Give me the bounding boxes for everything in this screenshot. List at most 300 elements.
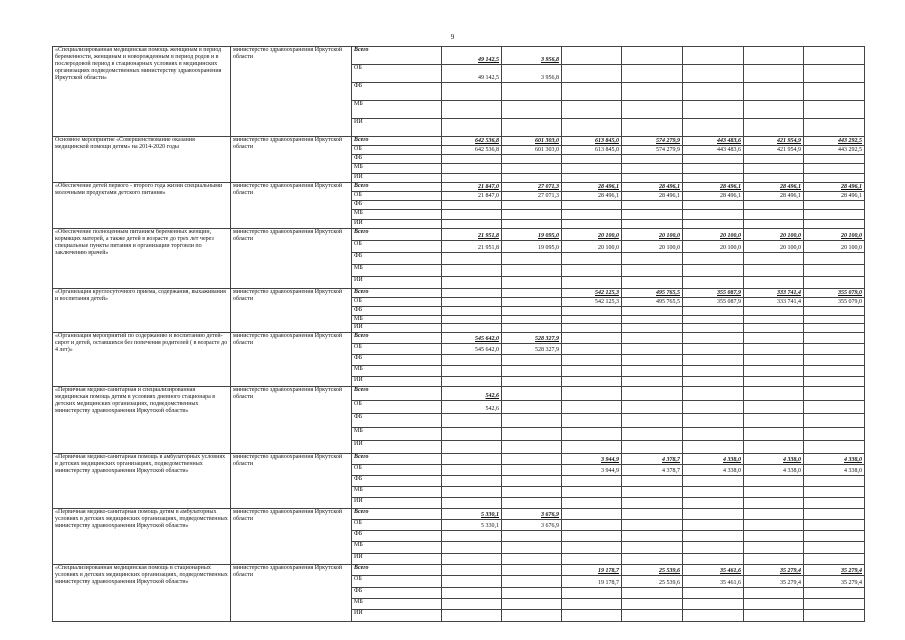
amount-cell [442, 440, 502, 453]
amount-cell [562, 587, 622, 598]
amount-cell: 21 951,8 [442, 240, 502, 252]
amount-cell [502, 118, 562, 136]
executor-name: министерство здравоохранения Иркутской области [231, 454, 352, 508]
amount-cell [744, 519, 804, 530]
amount-cell [683, 155, 744, 164]
amount-cell: 20 100,0 [804, 240, 865, 252]
amount-cell [442, 365, 502, 376]
amount-cell [562, 118, 622, 136]
amount-cell [562, 333, 622, 344]
amount-cell [804, 497, 865, 508]
amount-cell [683, 427, 744, 440]
amount-cell: 35 461,6 [683, 565, 744, 576]
amount-cell [804, 365, 865, 376]
amount-cell [622, 333, 683, 344]
amount-cell [804, 344, 865, 355]
activity-name: «Специализированная медицинская помощь женщинам в период беременности, женщинам и новорожденным в период родов и в послеродовой период в стационарных условиях в медицинских организациях подведомственных министерству здравоохранения Иркутской области» [53, 47, 231, 137]
funding-source: Всего [352, 454, 442, 465]
amount-cell [442, 376, 502, 387]
amount-cell: 28 496,1 [622, 191, 683, 200]
amount-cell [744, 497, 804, 508]
funding-source: ОБ [352, 240, 442, 252]
funding-source: ОБ [352, 400, 442, 413]
amount-cell [622, 277, 683, 289]
amount-cell: 35 279,4 [744, 576, 804, 587]
amount-cell: 545 642,0 [442, 344, 502, 355]
amount-cell [502, 289, 562, 298]
funding-source: ИИ [352, 497, 442, 508]
amount-cell: 545 642,0 [442, 333, 502, 344]
amount-cell [442, 531, 502, 542]
funding-source: ФБ [352, 155, 442, 164]
funding-source: ФБ [352, 476, 442, 487]
amount-cell: 25 539,6 [622, 576, 683, 587]
amount-cell [622, 252, 683, 264]
funding-source: ОБ [352, 519, 442, 530]
amount-cell [683, 376, 744, 387]
amount-cell [562, 497, 622, 508]
amount-cell [804, 354, 865, 365]
amount-cell: 443 292,5 [804, 146, 865, 155]
table-row [53, 228, 865, 240]
amount-cell [622, 354, 683, 365]
amount-cell [502, 486, 562, 497]
amount-cell [502, 553, 562, 564]
amount-cell: 28 496,1 [683, 191, 744, 200]
amount-cell [442, 82, 502, 100]
amount-cell [622, 365, 683, 376]
amount-cell [804, 542, 865, 553]
amount-cell: 574 279,9 [622, 146, 683, 155]
amount-cell [622, 173, 683, 182]
amount-cell [502, 173, 562, 182]
table-row [53, 565, 865, 576]
amount-cell [442, 476, 502, 487]
amount-cell [562, 610, 622, 622]
amount-cell [502, 454, 562, 465]
amount-cell [442, 100, 502, 118]
funding-source: МБ [352, 315, 442, 324]
amount-cell [804, 155, 865, 164]
funding-source: ФБ [352, 306, 442, 315]
amount-cell [502, 315, 562, 324]
amount-cell [622, 519, 683, 530]
amount-cell: 355 079,0 [804, 298, 865, 307]
amount-cell: 613 845,0 [562, 146, 622, 155]
amount-cell [622, 376, 683, 387]
amount-cell: 27 071,3 [502, 191, 562, 200]
amount-cell [622, 486, 683, 497]
funding-source: ИИ [352, 324, 442, 333]
amount-cell [683, 365, 744, 376]
amount-cell: 20 100,0 [683, 240, 744, 252]
executor-name: министерство здравоохранения Иркутской области [231, 565, 352, 622]
amount-cell: 19 178,7 [562, 576, 622, 587]
funding-source: МБ [352, 542, 442, 553]
activity-name: «Первичная медико-санитарная помощь в амбулаторных условиях в детских медицинских организациях, подведомственных министерству здравоохранения Иркутской области» [53, 454, 231, 508]
activity-name: «Обеспечение детей первого - второго года жизни специальными молочными продуктами детского питания» [53, 182, 231, 228]
amount-cell [442, 576, 502, 587]
funding-source: ИИ [352, 553, 442, 564]
amount-cell [744, 324, 804, 333]
amount-cell: 542 125,3 [562, 289, 622, 298]
amount-cell [622, 553, 683, 564]
amount-cell [622, 265, 683, 277]
amount-cell [744, 414, 804, 427]
amount-cell: 542 125,3 [562, 298, 622, 307]
amount-cell [442, 289, 502, 298]
amount-cell: 3 944,9 [562, 465, 622, 476]
amount-cell [744, 64, 804, 82]
amount-cell [683, 265, 744, 277]
amount-cell [804, 400, 865, 413]
amount-cell [442, 465, 502, 476]
amount-cell [804, 306, 865, 315]
amount-cell [683, 508, 744, 519]
amount-cell [744, 376, 804, 387]
amount-cell [622, 508, 683, 519]
amount-cell [683, 440, 744, 453]
amount-cell: 3 956,8 [502, 47, 562, 65]
amount-cell [442, 598, 502, 609]
amount-cell: 21 847,0 [442, 182, 502, 191]
amount-cell [562, 277, 622, 289]
amount-cell: 542,6 [442, 387, 502, 400]
amount-cell [744, 610, 804, 622]
executor-name: министерство здравоохранения Иркутской области [231, 333, 352, 387]
amount-cell [622, 427, 683, 440]
amount-cell [683, 387, 744, 400]
amount-cell [622, 387, 683, 400]
amount-cell [744, 265, 804, 277]
amount-cell: 20 100,0 [744, 228, 804, 240]
funding-source: МБ [352, 486, 442, 497]
amount-cell [442, 454, 502, 465]
amount-cell [502, 476, 562, 487]
amount-cell [442, 277, 502, 289]
amount-cell [562, 354, 622, 365]
amount-cell: 421 954,9 [744, 146, 804, 155]
amount-cell [562, 486, 622, 497]
amount-cell [622, 610, 683, 622]
amount-cell [502, 277, 562, 289]
amount-cell [744, 164, 804, 173]
funding-source: МБ [352, 365, 442, 376]
amount-cell: 3 956,8 [502, 64, 562, 82]
activity-name: «Организация круглосуточного приема, содержания, выхаживания и воспитания детей» [53, 289, 231, 333]
amount-cell [804, 252, 865, 264]
amount-cell [622, 414, 683, 427]
amount-cell: 28 496,1 [744, 182, 804, 191]
amount-cell [622, 476, 683, 487]
amount-cell: 495 765,5 [622, 298, 683, 307]
amount-cell [683, 164, 744, 173]
executor-name: министерство здравоохранения Иркутской области [231, 387, 352, 454]
amount-cell [562, 531, 622, 542]
amount-cell [683, 519, 744, 530]
amount-cell [804, 427, 865, 440]
amount-cell [622, 440, 683, 453]
amount-cell: 642 536,8 [442, 136, 502, 145]
amount-cell [744, 82, 804, 100]
amount-cell [442, 252, 502, 264]
amount-cell [502, 440, 562, 453]
activity-name: «Первичная медико-санитарная и специализированная медицинская помощь детям в условиях дневного стационара в детских медицинских организациях, подведомственных министерству здравоохранения Иркутской области» [53, 387, 231, 454]
amount-cell: 421 954,9 [744, 136, 804, 145]
amount-cell [622, 497, 683, 508]
amount-cell [502, 219, 562, 228]
amount-cell [744, 531, 804, 542]
amount-cell: 613 845,0 [562, 136, 622, 145]
amount-cell [502, 598, 562, 609]
amount-cell [502, 400, 562, 413]
amount-cell [804, 118, 865, 136]
amount-cell [502, 210, 562, 219]
funding-source: Всего [352, 387, 442, 400]
table-row [53, 136, 865, 145]
amount-cell [502, 201, 562, 210]
amount-cell [562, 306, 622, 315]
amount-cell [442, 155, 502, 164]
amount-cell [502, 100, 562, 118]
amount-cell [683, 587, 744, 598]
amount-cell [683, 82, 744, 100]
amount-cell [442, 298, 502, 307]
amount-cell [502, 531, 562, 542]
amount-cell [502, 427, 562, 440]
amount-cell [683, 531, 744, 542]
amount-cell [683, 333, 744, 344]
table-row [53, 182, 865, 191]
amount-cell: 642 536,8 [442, 146, 502, 155]
executor-name: министерство здравоохранения Иркутской области [231, 136, 352, 182]
amount-cell [622, 306, 683, 315]
amount-cell: 20 100,0 [744, 240, 804, 252]
amount-cell [744, 210, 804, 219]
amount-cell [804, 164, 865, 173]
amount-cell [683, 100, 744, 118]
amount-cell: 5 330,1 [442, 519, 502, 530]
amount-cell [804, 553, 865, 564]
amount-cell [744, 508, 804, 519]
amount-cell [442, 173, 502, 182]
funding-source: МБ [352, 598, 442, 609]
funding-source: ОБ [352, 191, 442, 200]
amount-cell [502, 565, 562, 576]
table-row [53, 47, 865, 65]
amount-cell [744, 387, 804, 400]
amount-cell [744, 486, 804, 497]
amount-cell [442, 324, 502, 333]
amount-cell [562, 64, 622, 82]
amount-cell [744, 118, 804, 136]
amount-cell [683, 210, 744, 219]
amount-cell [622, 164, 683, 173]
amount-cell [562, 265, 622, 277]
amount-cell [622, 118, 683, 136]
amount-cell [683, 354, 744, 365]
amount-cell: 25 539,6 [622, 565, 683, 576]
amount-cell [562, 201, 622, 210]
funding-source: Всего [352, 508, 442, 519]
amount-cell: 443 483,6 [683, 146, 744, 155]
amount-cell [804, 333, 865, 344]
amount-cell [683, 118, 744, 136]
amount-cell [562, 219, 622, 228]
amount-cell [502, 365, 562, 376]
amount-cell [562, 400, 622, 413]
amount-cell: 443 483,6 [683, 136, 744, 145]
amount-cell: 20 100,0 [562, 240, 622, 252]
amount-cell [502, 542, 562, 553]
amount-cell [442, 610, 502, 622]
amount-cell: 355 087,9 [683, 289, 744, 298]
amount-cell: 28 496,1 [683, 182, 744, 191]
table-row [53, 508, 865, 519]
amount-cell: 20 100,0 [622, 228, 683, 240]
amount-cell [683, 201, 744, 210]
amount-cell [502, 414, 562, 427]
amount-cell [622, 210, 683, 219]
amount-cell [744, 155, 804, 164]
amount-cell [804, 508, 865, 519]
amount-cell [683, 252, 744, 264]
amount-cell [502, 376, 562, 387]
amount-cell: 333 741,4 [744, 298, 804, 307]
executor-name: министерство здравоохранения Иркутской области [231, 228, 352, 289]
amount-cell: 4 338,0 [804, 454, 865, 465]
amount-cell [562, 47, 622, 65]
amount-cell [804, 100, 865, 118]
funding-source: ОБ [352, 298, 442, 307]
amount-cell [562, 315, 622, 324]
funding-source: ИИ [352, 219, 442, 228]
amount-cell [562, 252, 622, 264]
amount-cell [804, 324, 865, 333]
amount-cell [502, 265, 562, 277]
amount-cell [502, 354, 562, 365]
amount-cell [562, 173, 622, 182]
funding-source: МБ [352, 100, 442, 118]
amount-cell [562, 376, 622, 387]
amount-cell [744, 219, 804, 228]
amount-cell [622, 400, 683, 413]
amount-cell [502, 465, 562, 476]
amount-cell [502, 82, 562, 100]
amount-cell [804, 587, 865, 598]
activity-name: «Первичная медико-санитарная помощь детям в амбулаторных условиях в детских медицинских организациях, подведомственных министерству здравоохранения Иркутской области» [53, 508, 231, 564]
amount-cell [683, 64, 744, 82]
amount-cell [622, 324, 683, 333]
amount-cell [744, 100, 804, 118]
amount-cell: 21 847,0 [442, 191, 502, 200]
amount-cell [683, 324, 744, 333]
amount-cell [442, 497, 502, 508]
funding-source: Всего [352, 47, 442, 65]
amount-cell [804, 486, 865, 497]
amount-cell [562, 164, 622, 173]
amount-cell [683, 553, 744, 564]
amount-cell: 528 327,9 [502, 333, 562, 344]
amount-cell [442, 587, 502, 598]
amount-cell [804, 82, 865, 100]
amount-cell [804, 219, 865, 228]
amount-cell: 542,6 [442, 400, 502, 413]
amount-cell [502, 610, 562, 622]
amount-cell [804, 610, 865, 622]
amount-cell [622, 82, 683, 100]
funding-source: Всего [352, 289, 442, 298]
executor-name: министерство здравоохранения Иркутской области [231, 47, 352, 137]
amount-cell [502, 324, 562, 333]
amount-cell [622, 587, 683, 598]
amount-cell [683, 315, 744, 324]
funding-source: ИИ [352, 118, 442, 136]
amount-cell: 333 741,4 [744, 289, 804, 298]
amount-cell [562, 387, 622, 400]
page-number: 9 [450, 33, 455, 41]
amount-cell [442, 542, 502, 553]
amount-cell [804, 531, 865, 542]
executor-name: министерство здравоохранения Иркутской области [231, 182, 352, 228]
funding-source: МБ [352, 164, 442, 173]
amount-cell [562, 100, 622, 118]
funding-source: МБ [352, 265, 442, 277]
amount-cell: 21 951,8 [442, 228, 502, 240]
activity-name: «Обеспечение полноценным питанием беременных женщин, кормящих матерей, а также детей в возрасте до трех лет через специальные пункты питания и организации торговли по заключению врачей» [53, 228, 231, 289]
amount-cell: 35 279,4 [804, 565, 865, 576]
amount-cell [502, 306, 562, 315]
amount-cell: 28 496,1 [804, 191, 865, 200]
amount-cell [804, 277, 865, 289]
amount-cell [744, 252, 804, 264]
amount-cell [622, 155, 683, 164]
amount-cell [804, 315, 865, 324]
amount-cell [562, 440, 622, 453]
amount-cell: 4 338,0 [744, 454, 804, 465]
amount-cell: 35 279,4 [744, 565, 804, 576]
amount-cell [562, 542, 622, 553]
funding-source: ФБ [352, 252, 442, 264]
amount-cell: 528 327,9 [502, 344, 562, 355]
amount-cell [744, 542, 804, 553]
amount-cell [744, 553, 804, 564]
amount-cell [744, 365, 804, 376]
amount-cell: 4 378,7 [622, 465, 683, 476]
amount-cell [502, 576, 562, 587]
amount-cell [442, 486, 502, 497]
amount-cell [804, 414, 865, 427]
amount-cell [744, 173, 804, 182]
amount-cell [442, 265, 502, 277]
amount-cell [562, 414, 622, 427]
amount-cell [442, 210, 502, 219]
funding-source: ФБ [352, 201, 442, 210]
funding-source: ИИ [352, 440, 442, 453]
amount-cell: 27 071,3 [502, 182, 562, 191]
activity-name: Основное мероприятие «Совершенствование оказания медицинской помощи детям» на 2014-2020 годы [53, 136, 231, 182]
amount-cell [622, 542, 683, 553]
funding-source: ФБ [352, 587, 442, 598]
funding-source: ОБ [352, 344, 442, 355]
amount-cell [442, 427, 502, 440]
amount-cell [744, 277, 804, 289]
amount-cell [622, 201, 683, 210]
amount-cell [442, 201, 502, 210]
amount-cell [683, 598, 744, 609]
amount-cell: 19 178,7 [562, 565, 622, 576]
amount-cell [442, 164, 502, 173]
